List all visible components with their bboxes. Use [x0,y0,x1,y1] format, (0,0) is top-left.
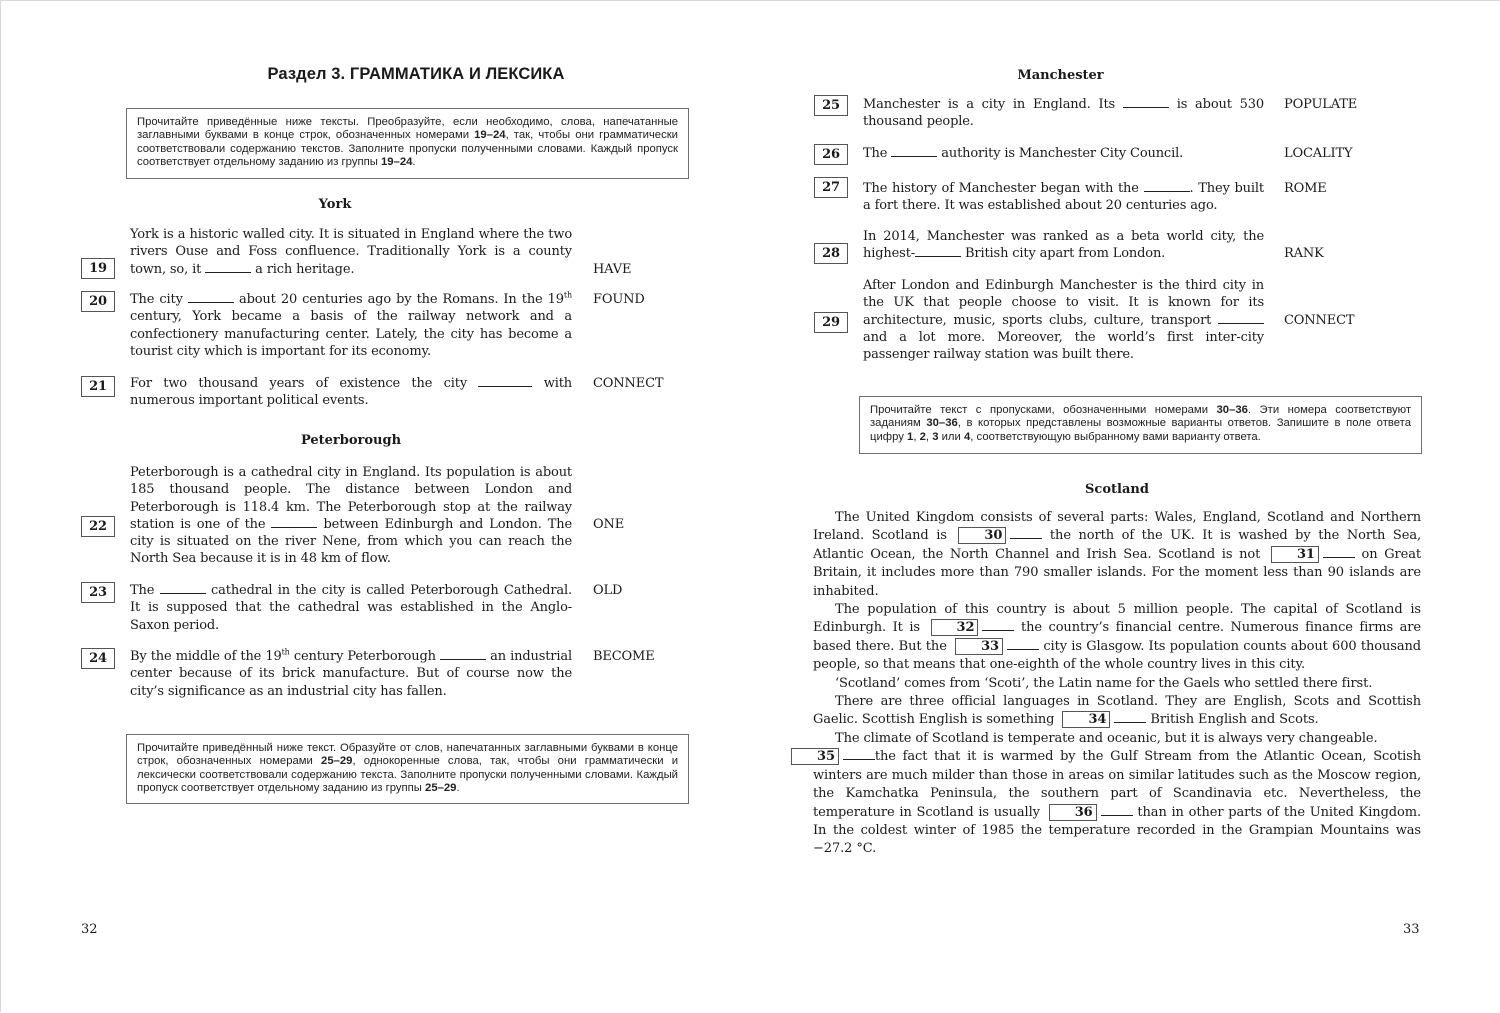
gap-number-box: 31 [1271,546,1319,563]
heading-peterborough: Peterborough [300,433,402,448]
instruction-text: или [938,430,964,443]
task-text: In 2014, Manchester was ranked as a beta world city, the highest- British city apart from London. [863,229,1264,262]
task-21 [1,375,751,413]
task-22 [1,464,751,572]
heading-york: York [318,197,352,212]
task-number-box: 20 [81,291,115,312]
task-keyword: CONNECT [1284,313,1355,328]
task-keyword: POPULATE [1284,97,1358,112]
task-number-box: 19 [81,258,115,279]
task-20 [1,291,751,363]
instruction-range: 19–24 [474,129,506,142]
answer-blank[interactable] [478,385,532,387]
task-number-box: 23 [81,582,115,603]
task-number-box: 29 [814,312,848,333]
task-number-box: 22 [81,516,115,537]
answer-blank[interactable] [1218,322,1264,324]
instruction-text: . Эти номера соответствуют заданиям [870,404,1411,430]
task-19 [1,226,751,282]
task-text: The history of Manchester began with the . They built a fort there. It was established about 20 centuries ago. [863,181,1264,214]
answer-blank[interactable] [440,658,486,660]
instruction-text: , так, чтобы они грамматически соответствовали содержанию текстов. Заполните пропуски полученными словами. Каждый пропуск соответствует отдельному заданию из группы [137,129,678,168]
task-24 [1,648,751,704]
instruction-range: 30–36 [926,417,958,430]
instruction-text: , [913,430,920,443]
instruction-text: , в которых представлены возможные варианты ответов. Запишите в поле ответа цифру [870,417,1411,443]
instruction-text: Прочитайте текст с пропусками, обозначенными номерами [870,404,1217,416]
task-29 [751,277,1500,367]
task-keyword: OLD [593,583,623,598]
instruction-text: Прочитайте приведённые ниже тексты. Преобразуйте, если необходимо, слова, напечатанные заглавными буквами в конце строк, обозначенных номерами [137,116,678,142]
task-number-box: 21 [81,376,115,397]
superscript: th [563,290,572,300]
task-number-box: 24 [81,648,115,669]
gap-number-box: 30 [958,527,1006,544]
gap-number-box: 32 [931,619,979,636]
paragraph-5: The climate of Scotland is temperate and oceanic, but it is always very changeable. 35 the fact that it is warmed by the Gulf Stream from the Atlantic Ocean, Scotish winters are much milder than those in areas on similar latitudes such as the Moscow region, the Kamchatka Peninsula, the southern part of Scandinavia etc. Nevertheless, the temperature in Scotland is usually 36 than in other parts of the United Kingdom. In the coldest winter of 1985 the temperature recorded in the Grampian Mountains was −27.2 °C. [813,730,1421,859]
task-keyword: ROME [1284,181,1327,196]
instruction-box-30-36 [859,396,1422,454]
page-number: 33 [1403,922,1420,937]
instruction-text: . [456,781,460,794]
scotland-text [813,509,1421,859]
option-digit: 4 [963,430,971,443]
instruction-range: 30–36 [1216,404,1248,416]
task-keyword: BECOME [593,649,655,664]
answer-blank[interactable] [1114,721,1146,723]
answer-blank[interactable] [1101,814,1133,816]
task-keyword: RANK [1284,246,1324,261]
instruction-box-25-29 [126,734,689,804]
instruction-text: , соответствующую выбранному вами варианту ответа. [970,430,1261,443]
instruction-text: , [925,430,933,443]
answer-blank[interactable] [1144,190,1190,192]
task-keyword: FOUND [593,292,645,307]
answer-blank[interactable] [1323,556,1355,558]
task-text: For two thousand years of existence the city with numerous important political events. [130,376,573,409]
gap-number-box: 34 [1062,711,1110,728]
paragraph-4: There are three official languages in Scotland. They are English, Scots and Scottish Gaelic. Scottish English is something 34 British English and Scots. [813,694,1421,728]
answer-blank[interactable] [1010,537,1042,539]
option-digit: 1 [907,430,914,443]
task-keyword: LOCALITY [1284,146,1353,161]
task-27 [751,180,1500,218]
paragraph-1: The United Kingdom consists of several parts: Wales, England, Scotland and Northern Ireland. Scotland is 30 the north of the UK. It is washed by the North Sea, Atlantic Ocean, the North Channel and Irish Sea. Scotland is not 31 on Great Britain, it includes more than 790 smaller islands. For the moment less than 90 islands are inhabited. [813,510,1421,599]
task-text: The city about 20 centuries ago by the Romans. In the 19th century, York became a basis of the railway network and a confectionery manufacturing center. Lately, the city has become a tourist city which is important for its economy. [130,290,572,359]
right-page [751,1,1500,1013]
task-keyword: HAVE [593,262,632,277]
task-text: Manchester is a city in England. Its is about 530 thousand people. [863,97,1264,130]
paragraph-3: ‘Scotland’ comes from ‘Scoti’, the Latin name for the Gaels who settled there first. [835,675,1373,691]
answer-blank[interactable] [160,592,206,594]
task-26 [751,145,1500,167]
answer-blank[interactable] [271,526,317,528]
task-23 [1,582,751,638]
task-25 [751,96,1500,134]
gap-number-box: 35 [791,748,839,765]
section-title: Раздел 3. ГРАММАТИКА И ЛЕКСИКА [267,65,565,83]
task-keyword: ONE [593,517,625,532]
answer-blank[interactable] [843,758,875,760]
answer-blank[interactable] [982,629,1014,631]
instruction-range: 19–24 [380,155,413,168]
paragraph-2: The population of this country is about 5 million people. The capital of Scotland is Edinburgh. It is 32 the country’s financial centre. Numerous finance firms are based there. But the 33 city is Glasgow. Its population counts about 600 thousand people, so that means that one-eighth of the whole country lives in this city. [813,602,1421,673]
option-digit: 2 [919,430,926,443]
instruction-text: Прочитайте приведённый ниже текст. Образуйте от слов, напечатанных заглавными буквами в конце строк, обозначенных номерами [137,742,678,768]
task-number-box: 25 [814,95,848,116]
answer-blank[interactable] [1007,648,1039,650]
task-text: The cathedral in the city is called Peterborough Cathedral. It is supposed that the cathedral was established in the Anglo-Saxon period. [130,583,572,633]
instruction-text: , однокоренные слова, так, чтобы они грамматически и лексически соответствовали содержанию текста. Заполните пропуски полученными словами. Каждый пропуск соответствует отдельному заданию из группы [137,755,679,794]
task-text: Peterborough is a cathedral city in England. Its population is about 185 thousand people. The distance between London and Peterborough is 118.4 km. The Peterborough stop at the railway station is one of the between Edinburgh and London. The city is situated on the river Nene, from which you can reach the North Sea because it is in 48 km of flow. [130,465,572,567]
instruction-box-19-24 [126,108,689,179]
instruction-range: 25–29 [321,755,353,768]
superscript: th [281,647,290,657]
task-number-box: 28 [814,243,848,264]
answer-blank[interactable] [1123,106,1169,108]
task-28 [751,228,1500,266]
left-page [1,1,751,1013]
instruction-range: 25–29 [425,781,457,794]
gap-number-box: 33 [955,638,1003,655]
answer-blank[interactable] [891,155,937,157]
task-number-box: 26 [814,144,848,165]
answer-blank[interactable] [205,271,251,273]
instruction-text: . [412,155,416,168]
option-digit: 3 [932,430,939,443]
task-text: The authority is Manchester City Council. [863,146,1184,161]
answer-blank[interactable] [915,255,961,257]
task-text: York is a historic walled city. It is situated in England where the two rivers Ouse and Foss confluence. Traditionally York is a county town, so, it a rich heritage. [130,227,572,277]
task-text: By the middle of the 19th century Peterborough an industrial center because of its brick manufacture. But of course now the city’s significance as an industrial city has fallen. [130,647,572,699]
task-text: After London and Edinburgh Manchester is the third city in the UK that people choose to visit. It is known for its architecture, music, sports clubs, culture, transport and a lot more. Moreover, the world’s first inter-city passenger railway station was built there. [863,278,1264,363]
task-keyword: CONNECT [593,376,664,391]
heading-scotland: Scotland [1085,482,1149,497]
answer-blank[interactable] [188,301,234,303]
gap-number-box: 36 [1049,804,1097,821]
page-number: 32 [81,922,98,937]
task-number-box: 27 [814,177,848,198]
heading-manchester: Manchester [1017,68,1104,83]
